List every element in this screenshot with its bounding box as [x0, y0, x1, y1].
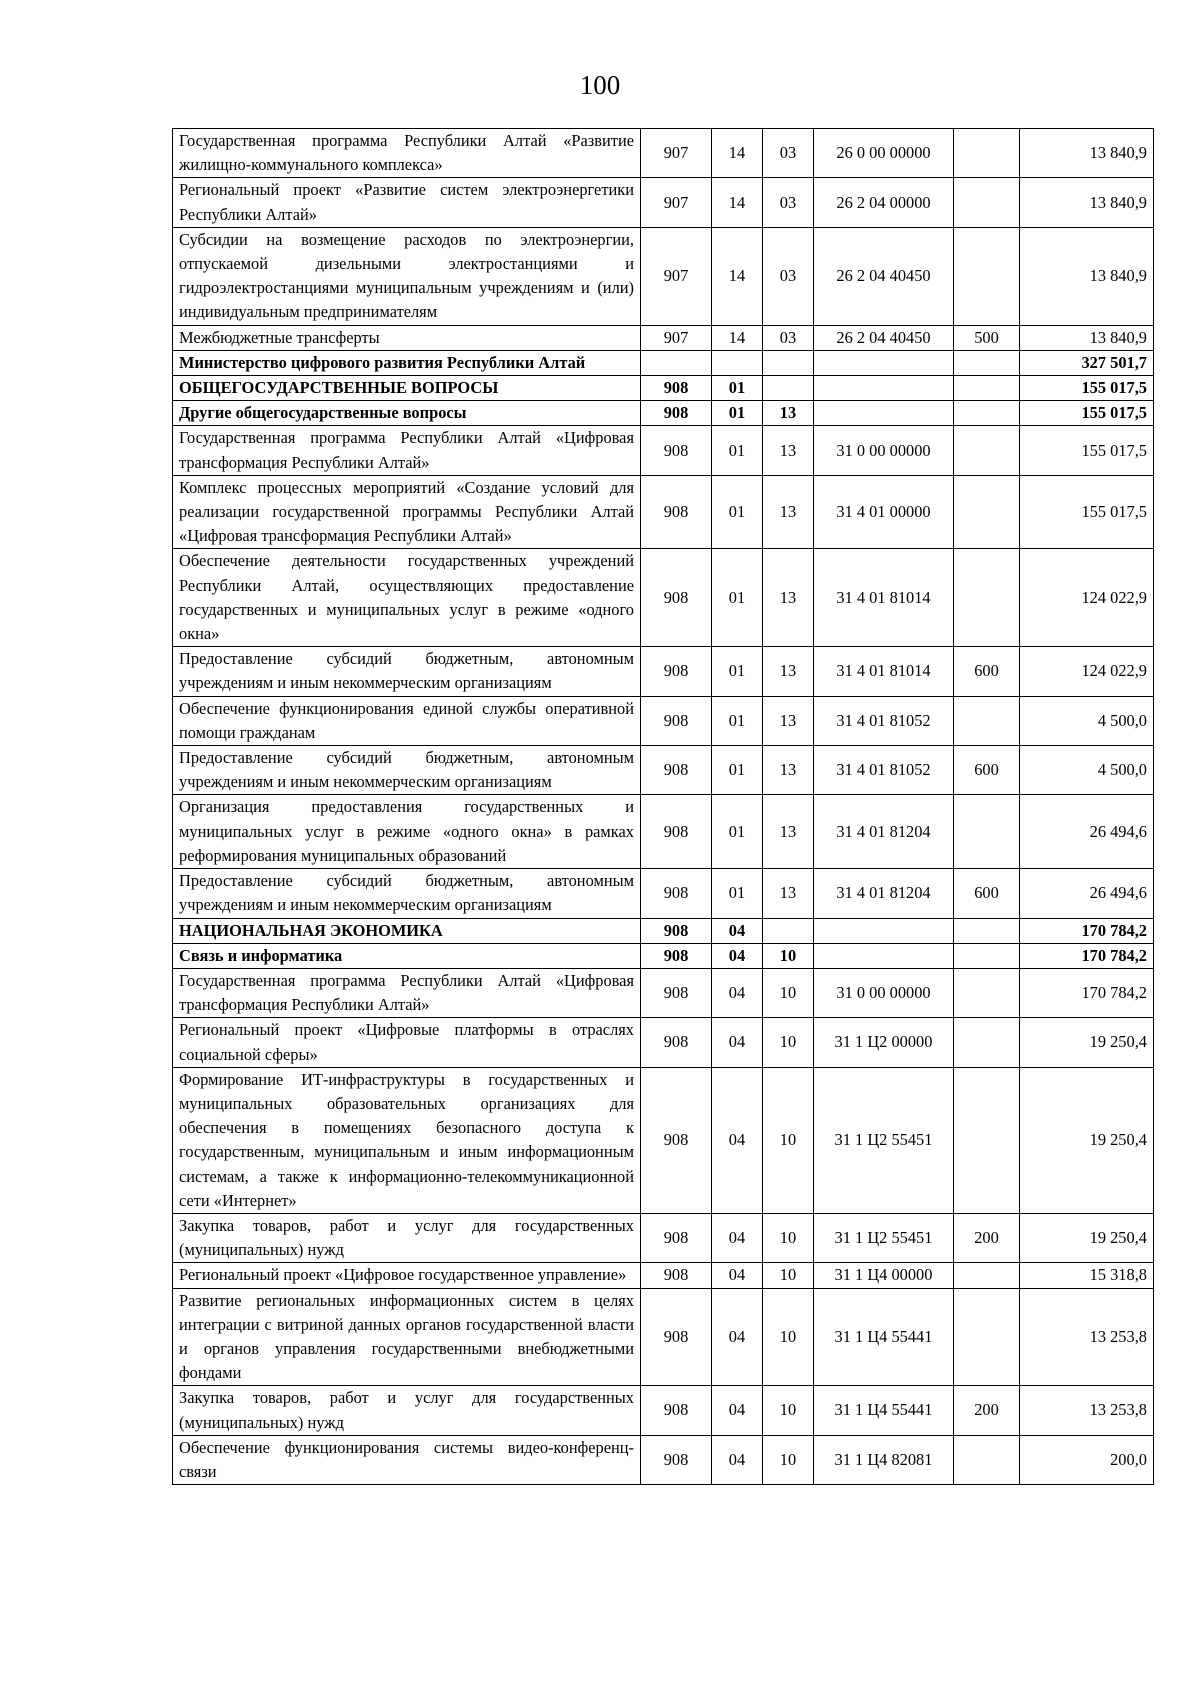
- table-row: [173, 746, 1154, 795]
- section-code-cell: [712, 350, 763, 375]
- section-code-cell: 01: [712, 795, 763, 869]
- expense-type-cell: [954, 1018, 1020, 1067]
- subsection-code-cell: 03: [763, 178, 814, 227]
- expense-type-cell: [954, 376, 1020, 401]
- target-article-cell: 31 1 Ц4 00000: [814, 1263, 954, 1288]
- ministry-code-cell: 908: [641, 746, 712, 795]
- ministry-code-cell: 907: [641, 178, 712, 227]
- amount-cell: 327 501,7: [1020, 350, 1154, 375]
- amount-cell: 124 022,9: [1020, 549, 1154, 647]
- expense-type-cell: [954, 795, 1020, 869]
- row-name-cell: Развитие региональных информационных систем в целях интеграции с витриной данных органов государственной власти и органов управления государственными внебюджетными фондами: [173, 1288, 641, 1386]
- ministry-code-cell: 908: [641, 1435, 712, 1484]
- subsection-code-cell: 13: [763, 869, 814, 918]
- table-row: [173, 1386, 1154, 1435]
- ministry-code-cell: 908: [641, 918, 712, 943]
- table-row: [173, 178, 1154, 227]
- target-article-cell: 31 1 Ц2 55451: [814, 1067, 954, 1213]
- amount-cell: 13 840,9: [1020, 325, 1154, 350]
- amount-cell: 13 840,9: [1020, 227, 1154, 325]
- expense-type-cell: [954, 1067, 1020, 1213]
- target-article-cell: 31 4 01 81014: [814, 647, 954, 696]
- table-row: [173, 918, 1154, 943]
- expense-type-cell: [954, 918, 1020, 943]
- target-article-cell: 31 1 Ц4 82081: [814, 1435, 954, 1484]
- ministry-code-cell: 907: [641, 227, 712, 325]
- ministry-code-cell: 907: [641, 129, 712, 178]
- row-name-cell: Комплекс процессных мероприятий «Создание условий для реализации государственной программы Республики Алтай «Цифровая трансформация Республики Алтай»: [173, 475, 641, 549]
- expense-type-cell: [954, 968, 1020, 1017]
- expense-type-cell: 600: [954, 647, 1020, 696]
- row-name-cell: Региональный проект «Развитие систем электроэнергетики Республики Алтай»: [173, 178, 641, 227]
- target-article-cell: [814, 350, 954, 375]
- section-code-cell: 14: [712, 325, 763, 350]
- ministry-code-cell: 908: [641, 869, 712, 918]
- table-row: [173, 1018, 1154, 1067]
- expense-type-cell: 200: [954, 1213, 1020, 1262]
- target-article-cell: [814, 918, 954, 943]
- subsection-code-cell: 10: [763, 1213, 814, 1262]
- target-article-cell: 31 1 Ц4 55441: [814, 1386, 954, 1435]
- subsection-code-cell: 13: [763, 426, 814, 475]
- section-code-cell: 04: [712, 1288, 763, 1386]
- row-name-cell: Предоставление субсидий бюджетным, автономным учреждениям и иным некоммерческим организациям: [173, 647, 641, 696]
- amount-cell: 15 318,8: [1020, 1263, 1154, 1288]
- subsection-code-cell: 13: [763, 475, 814, 549]
- section-code-cell: 04: [712, 968, 763, 1017]
- row-name-cell: Закупка товаров, работ и услуг для государственных (муниципальных) нужд: [173, 1386, 641, 1435]
- row-name-cell: Региональный проект «Цифровые платформы в отраслях социальной сферы»: [173, 1018, 641, 1067]
- row-name-cell: Обеспечение функционирования единой службы оперативной помощи гражданам: [173, 696, 641, 745]
- ministry-code-cell: 908: [641, 376, 712, 401]
- ministry-code-cell: 908: [641, 426, 712, 475]
- amount-cell: 19 250,4: [1020, 1213, 1154, 1262]
- ministry-code-cell: 908: [641, 647, 712, 696]
- expense-type-cell: [954, 401, 1020, 426]
- target-article-cell: 31 4 01 81052: [814, 696, 954, 745]
- subsection-code-cell: 13: [763, 795, 814, 869]
- table-row: [173, 968, 1154, 1017]
- target-article-cell: [814, 401, 954, 426]
- section-code-cell: 01: [712, 426, 763, 475]
- subsection-code-cell: 10: [763, 1018, 814, 1067]
- ministry-code-cell: 908: [641, 1213, 712, 1262]
- ministry-code-cell: 908: [641, 1263, 712, 1288]
- ministry-code-cell: 908: [641, 943, 712, 968]
- target-article-cell: 31 0 00 00000: [814, 968, 954, 1017]
- table-row: [173, 1213, 1154, 1262]
- amount-cell: 4 500,0: [1020, 696, 1154, 745]
- subsection-code-cell: 10: [763, 1288, 814, 1386]
- budget-table: [172, 128, 1154, 1485]
- table-row: [173, 696, 1154, 745]
- table-row: [173, 325, 1154, 350]
- section-code-cell: 01: [712, 746, 763, 795]
- page-number: 100: [579, 70, 621, 100]
- row-name-cell: Государственная программа Республики Алтай «Цифровая трансформация Республики Алтай»: [173, 426, 641, 475]
- row-name-cell: Региональный проект «Цифровое государственное управление»: [173, 1263, 641, 1288]
- target-article-cell: 31 4 01 81204: [814, 869, 954, 918]
- ministry-code-cell: 908: [641, 1067, 712, 1213]
- expense-type-cell: [954, 1263, 1020, 1288]
- target-article-cell: 31 0 00 00000: [814, 426, 954, 475]
- ministry-code-cell: 908: [641, 401, 712, 426]
- subsection-code-cell: 10: [763, 1386, 814, 1435]
- amount-cell: 155 017,5: [1020, 376, 1154, 401]
- row-name-cell: Государственная программа Республики Алтай «Цифровая трансформация Республики Алтай»: [173, 968, 641, 1017]
- expense-type-cell: [954, 549, 1020, 647]
- table-row: [173, 869, 1154, 918]
- row-name-cell: Связь и информатика: [173, 943, 641, 968]
- amount-cell: 26 494,6: [1020, 795, 1154, 869]
- table-row: [173, 1435, 1154, 1484]
- target-article-cell: [814, 943, 954, 968]
- section-code-cell: 01: [712, 647, 763, 696]
- table-row: [173, 549, 1154, 647]
- section-code-cell: 04: [712, 1263, 763, 1288]
- expense-type-cell: [954, 227, 1020, 325]
- subsection-code-cell: 10: [763, 943, 814, 968]
- expense-type-cell: 600: [954, 746, 1020, 795]
- target-article-cell: 31 4 01 81014: [814, 549, 954, 647]
- target-article-cell: 26 2 04 00000: [814, 178, 954, 227]
- ministry-code-cell: 908: [641, 1018, 712, 1067]
- ministry-code-cell: 907: [641, 325, 712, 350]
- section-code-cell: 04: [712, 943, 763, 968]
- subsection-code-cell: [763, 376, 814, 401]
- amount-cell: 26 494,6: [1020, 869, 1154, 918]
- row-name-cell: Межбюджетные трансферты: [173, 325, 641, 350]
- row-name-cell: Другие общегосударственные вопросы: [173, 401, 641, 426]
- target-article-cell: 31 4 01 81204: [814, 795, 954, 869]
- section-code-cell: 01: [712, 549, 763, 647]
- amount-cell: 19 250,4: [1020, 1018, 1154, 1067]
- table-row: [173, 129, 1154, 178]
- table-row: [173, 943, 1154, 968]
- amount-cell: 170 784,2: [1020, 968, 1154, 1017]
- amount-cell: 170 784,2: [1020, 918, 1154, 943]
- amount-cell: 4 500,0: [1020, 746, 1154, 795]
- target-article-cell: 31 1 Ц2 55451: [814, 1213, 954, 1262]
- row-name-cell: Организация предоставления государственных и муниципальных услуг в режиме «одного окна» в рамках реформирования муниципальных образований: [173, 795, 641, 869]
- target-article-cell: 26 0 00 00000: [814, 129, 954, 178]
- section-code-cell: 14: [712, 227, 763, 325]
- expense-type-cell: [954, 129, 1020, 178]
- row-name-cell: Закупка товаров, работ и услуг для государственных (муниципальных) нужд: [173, 1213, 641, 1262]
- subsection-code-cell: 13: [763, 549, 814, 647]
- subsection-code-cell: 13: [763, 647, 814, 696]
- target-article-cell: 26 2 04 40450: [814, 227, 954, 325]
- row-name-cell: Формирование ИТ-инфраструктуры в государственных и муниципальных образовательных организациях для обеспечения в помещениях безопасного доступа к государственным, муниципальным и иным информационным системам, а также к информационно-телекоммуникационной сети «Интернет»: [173, 1067, 641, 1213]
- row-name-cell: Обеспечение функционирования системы видео-конференц-связи: [173, 1435, 641, 1484]
- row-name-cell: Субсидии на возмещение расходов по электроэнергии, отпускаемой дизельными электростанциями и гидроэлектростанциями муниципальным учреждениям и (или) индивидуальным предпринимателям: [173, 227, 641, 325]
- target-article-cell: 31 1 Ц4 55441: [814, 1288, 954, 1386]
- expense-type-cell: 500: [954, 325, 1020, 350]
- table-row: [173, 350, 1154, 375]
- amount-cell: 155 017,5: [1020, 401, 1154, 426]
- amount-cell: 13 840,9: [1020, 129, 1154, 178]
- subsection-code-cell: 10: [763, 1435, 814, 1484]
- ministry-code-cell: 908: [641, 968, 712, 1017]
- section-code-cell: 14: [712, 129, 763, 178]
- expense-type-cell: [954, 1435, 1020, 1484]
- subsection-code-cell: 13: [763, 401, 814, 426]
- target-article-cell: 31 1 Ц2 00000: [814, 1018, 954, 1067]
- row-name-cell: Министерство цифрового развития Республики Алтай: [173, 350, 641, 375]
- subsection-code-cell: 13: [763, 746, 814, 795]
- subsection-code-cell: 10: [763, 968, 814, 1017]
- ministry-code-cell: 908: [641, 1288, 712, 1386]
- row-name-cell: Предоставление субсидий бюджетным, автономным учреждениям и иным некоммерческим организациям: [173, 869, 641, 918]
- expense-type-cell: [954, 696, 1020, 745]
- amount-cell: 13 840,9: [1020, 178, 1154, 227]
- amount-cell: 13 253,8: [1020, 1386, 1154, 1435]
- amount-cell: 19 250,4: [1020, 1067, 1154, 1213]
- section-code-cell: 04: [712, 1435, 763, 1484]
- expense-type-cell: [954, 178, 1020, 227]
- target-article-cell: 26 2 04 40450: [814, 325, 954, 350]
- section-code-cell: 04: [712, 918, 763, 943]
- amount-cell: 200,0: [1020, 1435, 1154, 1484]
- row-name-cell: Государственная программа Республики Алтай «Развитие жилищно-коммунального комплекса»: [173, 129, 641, 178]
- row-name-cell: НАЦИОНАЛЬНАЯ ЭКОНОМИКА: [173, 918, 641, 943]
- amount-cell: 170 784,2: [1020, 943, 1154, 968]
- section-code-cell: 14: [712, 178, 763, 227]
- table-row: [173, 426, 1154, 475]
- ministry-code-cell: 908: [641, 1386, 712, 1435]
- table-row: [173, 401, 1154, 426]
- expense-type-cell: [954, 426, 1020, 475]
- row-name-cell: Предоставление субсидий бюджетным, автономным учреждениям и иным некоммерческим организациям: [173, 746, 641, 795]
- section-code-cell: 01: [712, 869, 763, 918]
- ministry-code-cell: 908: [641, 696, 712, 745]
- ministry-code-cell: 908: [641, 795, 712, 869]
- subsection-code-cell: 03: [763, 129, 814, 178]
- amount-cell: 124 022,9: [1020, 647, 1154, 696]
- subsection-code-cell: 10: [763, 1067, 814, 1213]
- section-code-cell: 04: [712, 1213, 763, 1262]
- table-row: [173, 227, 1154, 325]
- subsection-code-cell: [763, 350, 814, 375]
- section-code-cell: 01: [712, 401, 763, 426]
- target-article-cell: 31 4 01 00000: [814, 475, 954, 549]
- row-name-cell: Обеспечение деятельности государственных учреждений Республики Алтай, осуществляющих предоставление государственных и муниципальных услуг в режиме «одного окна»: [173, 549, 641, 647]
- table-row: [173, 1288, 1154, 1386]
- expense-type-cell: [954, 943, 1020, 968]
- table-row: [173, 376, 1154, 401]
- subsection-code-cell: [763, 918, 814, 943]
- target-article-cell: 31 4 01 81052: [814, 746, 954, 795]
- table-row: [173, 795, 1154, 869]
- section-code-cell: 01: [712, 475, 763, 549]
- section-code-cell: 04: [712, 1018, 763, 1067]
- budget-table-body: [173, 129, 1154, 1485]
- expense-type-cell: [954, 475, 1020, 549]
- amount-cell: 155 017,5: [1020, 475, 1154, 549]
- amount-cell: 155 017,5: [1020, 426, 1154, 475]
- subsection-code-cell: 03: [763, 325, 814, 350]
- subsection-code-cell: 10: [763, 1263, 814, 1288]
- expense-type-cell: 600: [954, 869, 1020, 918]
- expense-type-cell: [954, 1288, 1020, 1386]
- target-article-cell: [814, 376, 954, 401]
- section-code-cell: 04: [712, 1386, 763, 1435]
- ministry-code-cell: 908: [641, 549, 712, 647]
- table-row: [173, 475, 1154, 549]
- expense-type-cell: 200: [954, 1386, 1020, 1435]
- table-row: [173, 1263, 1154, 1288]
- ministry-code-cell: [641, 350, 712, 375]
- section-code-cell: 01: [712, 696, 763, 745]
- table-row: [173, 1067, 1154, 1213]
- section-code-cell: 04: [712, 1067, 763, 1213]
- amount-cell: 13 253,8: [1020, 1288, 1154, 1386]
- section-code-cell: 01: [712, 376, 763, 401]
- row-name-cell: ОБЩЕГОСУДАРСТВЕННЫЕ ВОПРОСЫ: [173, 376, 641, 401]
- ministry-code-cell: 908: [641, 475, 712, 549]
- subsection-code-cell: 13: [763, 696, 814, 745]
- subsection-code-cell: 03: [763, 227, 814, 325]
- table-row: [173, 647, 1154, 696]
- expense-type-cell: [954, 350, 1020, 375]
